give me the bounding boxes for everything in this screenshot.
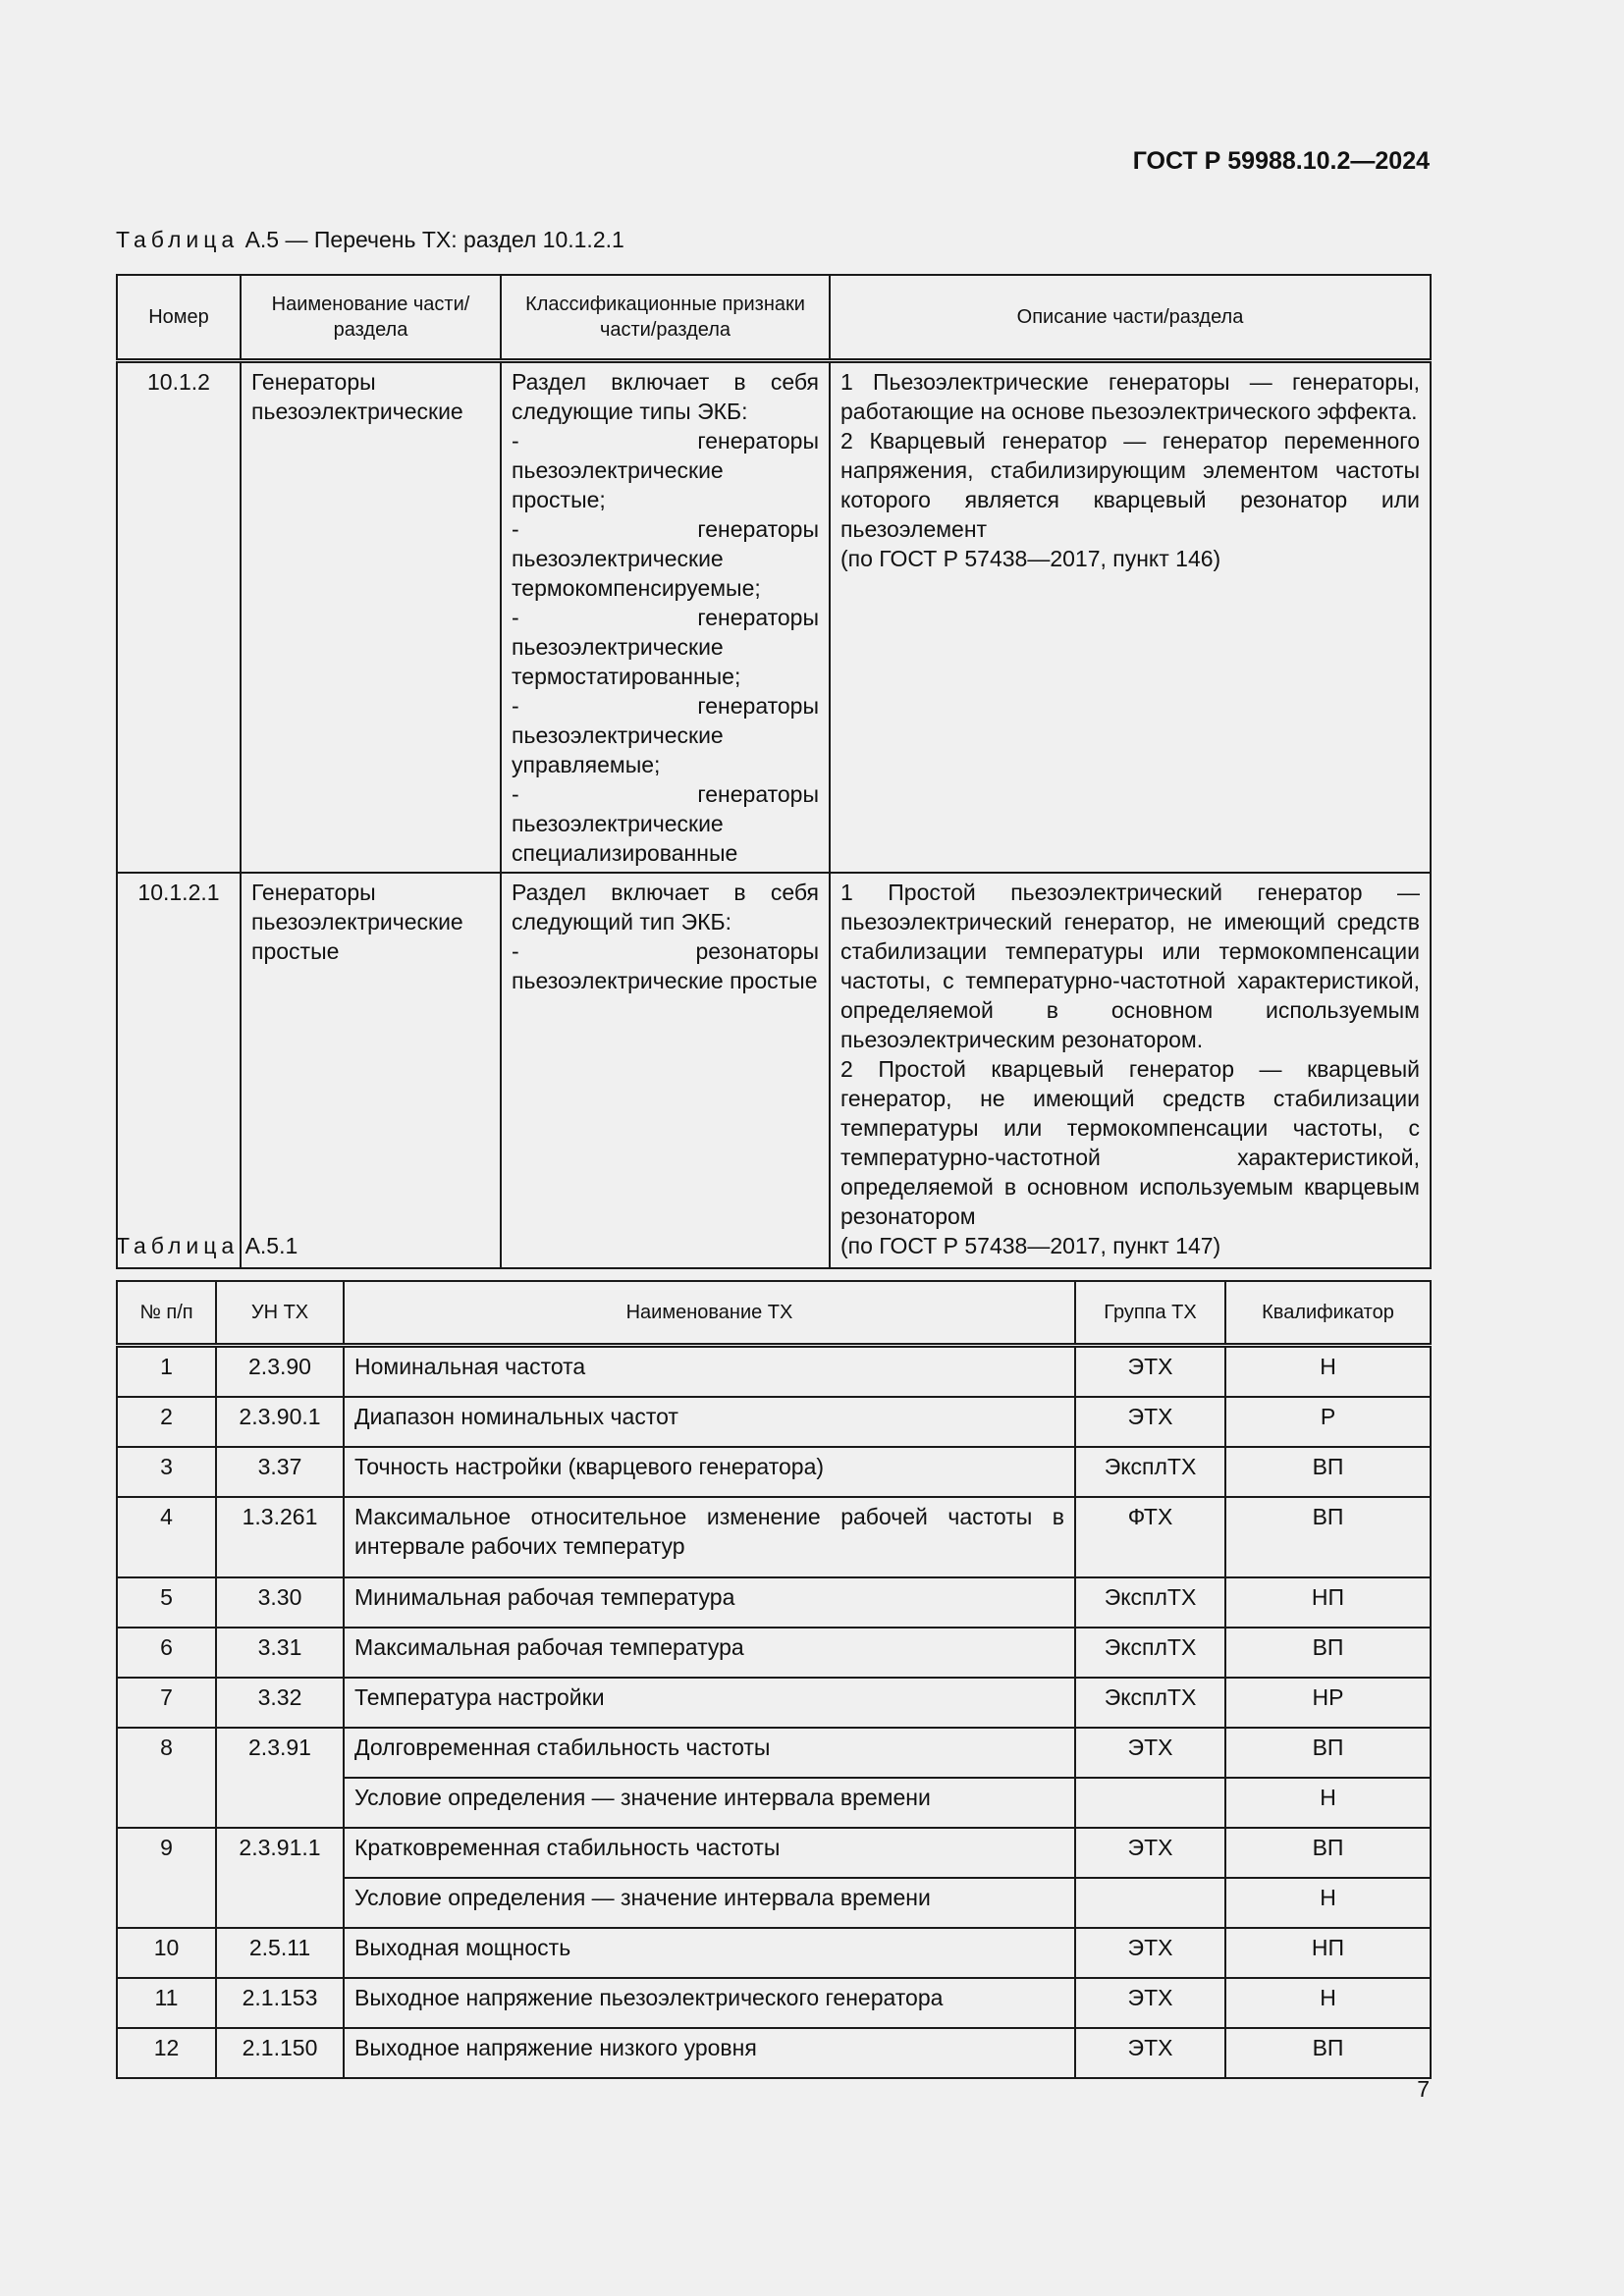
table-subrow: Условие определения — значение интервала времени Н — [117, 1778, 1431, 1828]
table-row: 5 3.30 Минимальная рабочая температура ЭксплТХ НП — [117, 1577, 1431, 1628]
table-row: 3 3.37 Точность настройки (кварцевого генератора) ЭксплТХ ВП — [117, 1447, 1431, 1497]
column-header-code: УН ТХ — [216, 1281, 344, 1346]
table-row: 10 2.5.11 Выходная мощность ЭТХ НП — [117, 1928, 1431, 1978]
column-header-number: Номер — [117, 275, 241, 361]
table-a51-caption: Таблица А.5.1 — [116, 1233, 298, 1258]
column-header-index: № п/п — [117, 1281, 216, 1346]
table-a5-caption: Таблица А.5 — Перечень ТХ: раздел 10.1.2.1 — [116, 227, 624, 252]
section-description: 1 Простой пьезоэлектрический генератор — пьезоэлектрический генератор, не имеющий средств стабилизации температуры или термокомпенсации частоты, с температурно-частотной характеристикой, определяемой в основном используемым пьезоэлектрическим резонатором. 2 Простой кварцевый генератор — кварцевый генератор, не имеющий средств стабилизации температуры или термокомпенсации частоты, с температурно-частотной характеристикой, определяемой в основном используемым кварцевым резонатором (по ГОСТ Р 57438—2017, пункт 147) — [830, 873, 1431, 1268]
section-name: Генераторы пьезоэлектрические — [241, 361, 501, 874]
table-header-row — [117, 275, 1431, 361]
table-row: 11 2.1.153 Выходное напряжение пьезоэлектрического генератора ЭТХ Н — [117, 1978, 1431, 2028]
column-header-description: Описание части/раздела — [830, 275, 1431, 361]
column-header-qualifier: Квалификатор — [1225, 1281, 1431, 1346]
table-row: 6 3.31 Максимальная рабочая температура ЭксплТХ ВП — [117, 1628, 1431, 1678]
column-header-name: Наименование ТХ — [344, 1281, 1075, 1346]
table-row: 1 2.3.90 Номинальная частота ЭТХ Н — [117, 1346, 1431, 1398]
section-description: 1 Пьезоэлектрические генераторы — генераторы, работающие на основе пьезоэлектрического эффекта. 2 Кварцевый генератор — генератор переменного напряжения, стабилизирующим элементом частоты которого является кварцевый резонатор или пьезоэлемент (по ГОСТ Р 57438—2017, пункт 146) — [830, 361, 1431, 874]
table-row: 9 2.3.91.1 Кратковременная стабильность частоты ЭТХ ВП — [117, 1828, 1431, 1878]
column-header-group: Группа ТХ — [1075, 1281, 1225, 1346]
table-row: 4 1.3.261 Максимальное относительное изменение рабочей частоты в интервале рабочих температур ФТХ ВП — [117, 1497, 1431, 1577]
table-row: 12 2.1.150 Выходное напряжение низкого уровня ЭТХ ВП — [117, 2028, 1431, 2078]
section-number: 10.1.2 — [117, 361, 241, 874]
section-name: Генераторы пьезоэлектрические простые — [241, 873, 501, 1268]
column-header-name: Наименование части/ раздела — [241, 275, 501, 361]
table-header-row — [117, 1281, 1431, 1346]
section-features: Раздел включает в себя следующие типы ЭКБ: - генераторы пьезоэлектрические простые; - генераторы пьезоэлектрические термокомпенсируемые; - генераторы пьезоэлектрические термостатированные; - генераторы пьезоэлектрические управляемые; - генераторы пьезоэлектрические специализированные — [501, 361, 830, 874]
table-row — [117, 361, 1431, 874]
table-row: 8 2.3.91 Долговременная стабильность частоты ЭТХ ВП — [117, 1728, 1431, 1778]
table-row — [117, 873, 1431, 1268]
table-row: 7 3.32 Температура настройки ЭксплТХ НР — [117, 1678, 1431, 1728]
section-features: Раздел включает в себя следующий тип ЭКБ: - резонаторы пьезоэлектрические простые — [501, 873, 830, 1268]
page-number: 7 — [1417, 2076, 1430, 2102]
document-designation: ГОСТ Р 59988.10.2—2024 — [1132, 147, 1430, 175]
table-row: 2 2.3.90.1 Диапазон номинальных частот ЭТХ Р — [117, 1397, 1431, 1447]
column-header-features: Классификационные признаки части/раздела — [501, 275, 830, 361]
table-subrow: Условие определения — значение интервала времени Н — [117, 1878, 1431, 1928]
table-a51 — [116, 1280, 1432, 2079]
table-a5 — [116, 274, 1432, 1269]
section-number: 10.1.2.1 — [117, 873, 241, 1268]
